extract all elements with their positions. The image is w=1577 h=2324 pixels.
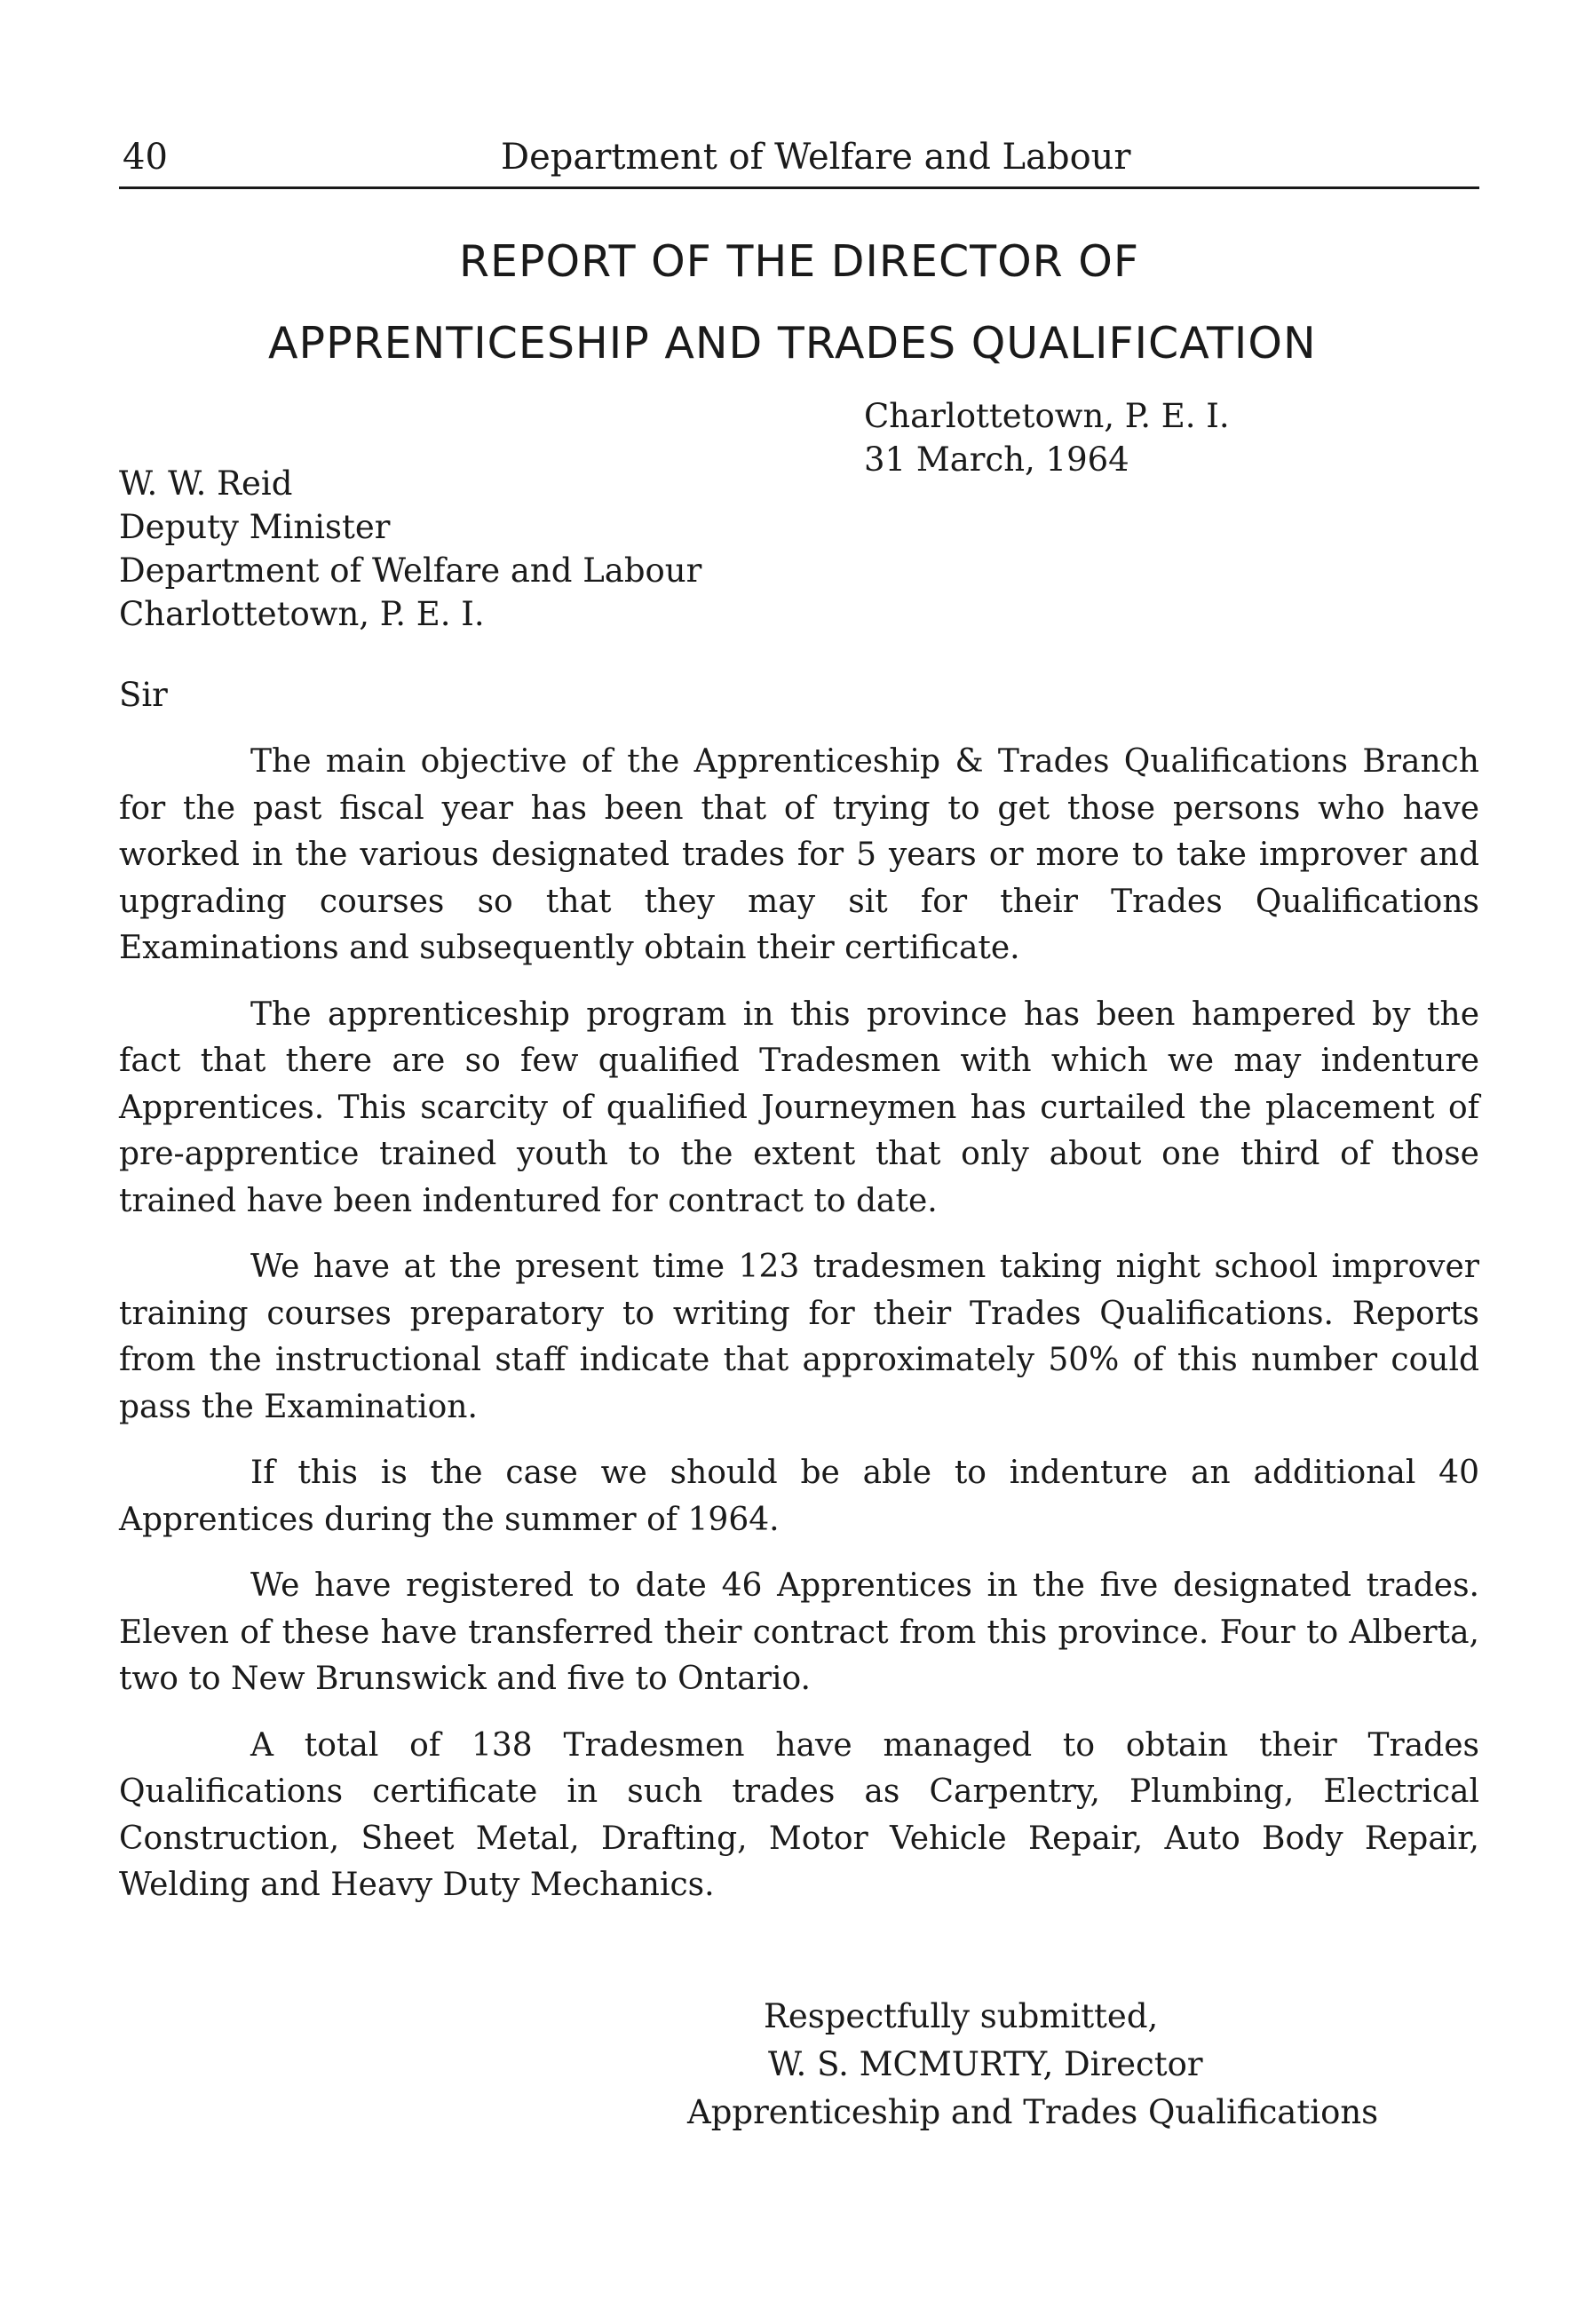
body-paragraph: If this is the case we should be able to indenture an additional 40 Apprentices during the summer of 1964. bbox=[119, 1455, 1479, 1538]
body-paragraph: We have registered to date 46 Apprentices in the five designated trades. Eleven of these have transferred their contract from this province. Four to Alberta, two to New Brunswick and five to Ontario. bbox=[119, 1567, 1479, 1697]
page-number: 40 bbox=[123, 137, 168, 178]
report-title-line-2: APPRENTICESHIP AND TRADES QUALIFICATION bbox=[268, 318, 1317, 369]
page-header bbox=[119, 124, 1479, 189]
letter-date: 31 March, 1964 bbox=[864, 440, 1129, 479]
body-paragraph: A total of 138 Tradesmen have managed to obtain their Trades Qualifications certificate in such trades as Carpentry, Plumbing, Electrical Construction, Sheet Metal, Drafting, Motor Vehicle Repair, Auto Body Repair, Welding and Heavy Duty Mechanics. bbox=[119, 1726, 1479, 1903]
body-paragraph: The main objective of the Apprenticeship & Trades Qualifications Branch for the past fiscal year has been that of trying to get those persons who have worked in the various designated trades for 5 years or more to take improver and upgrading courses so that they may sit for their Trades Qualifications Examinations and subsequently obtain their certificate. bbox=[119, 743, 1479, 966]
letter-place: Charlottetown, P. E. I. bbox=[864, 397, 1230, 435]
letter-body bbox=[119, 739, 1479, 1929]
running-head: Department of Welfare and Labour bbox=[501, 137, 1131, 178]
body-paragraph: The apprenticeship program in this province has been hampered by the fact that there are so few qualified Tradesmen with which we may indenture Apprentices. This scarcity of qualified Journeymen has curtailed the placement of pre-apprentice trained youth to the extent that only about one third of those trained have been indentured for contract to date. bbox=[119, 995, 1479, 1219]
place-date-block bbox=[864, 394, 1230, 481]
addressee-title: Deputy Minister bbox=[119, 508, 391, 546]
addressee-block bbox=[119, 462, 701, 636]
addressee-city: Charlottetown, P. E. I. bbox=[119, 595, 485, 633]
signer-title: Apprenticeship and Trades Qualifications bbox=[687, 2093, 1379, 2131]
signer-name: W. S. MCMURTY, Director bbox=[768, 2045, 1203, 2083]
report-title-line-1: REPORT OF THE DIRECTOR OF bbox=[459, 236, 1140, 287]
salutation: Sir bbox=[119, 676, 168, 714]
body-paragraph: We have at the present time 123 tradesmen taking night school improver training courses preparatory to writing for their Trades Qualifications. Reports from the instructional staff indicate that approximately 50% of this number could pass the Examination. bbox=[119, 1249, 1479, 1425]
addressee-name: W. W. Reid bbox=[119, 464, 293, 503]
addressee-department: Department of Welfare and Labour bbox=[119, 551, 702, 590]
closing-block bbox=[687, 1993, 1379, 2137]
valediction: Respectfully submitted, bbox=[764, 1997, 1159, 2035]
